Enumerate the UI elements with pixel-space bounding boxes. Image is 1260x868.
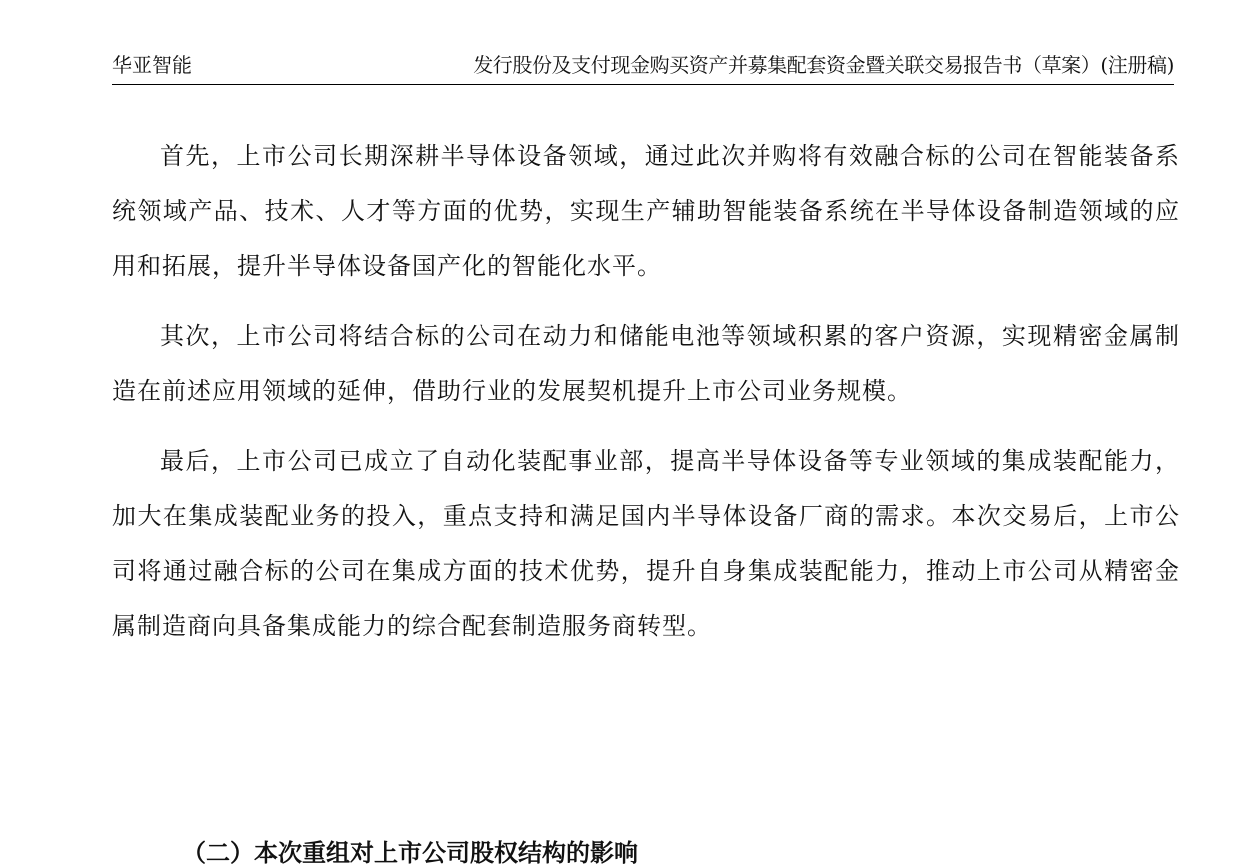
paragraph-third: 最后，上市公司已成立了自动化装配事业部，提高半导体设备等专业领域的集成装配能力，加大在集成装配业务的投入，重点支持和满足国内半导体设备厂商的需求。本次交易后，上市公司将通过融合标的公司在集成方面的技术优势，提升自身集成装配能力，推动上市公司从精密金属制造商向具备集成能力的综合配套制造服务商转型。: [112, 447, 1180, 640]
paragraph-first: 首先，上市公司长期深耕半导体设备领域，通过此次并购将有效融合标的公司在智能装备系统领域产品、技术、人才等方面的优势，实现生产辅助智能装备系统在半导体设备制造领域的应用和拓展，提升半导体设备国产化的智能化水平。: [112, 142, 1180, 280]
header-document-title: 发行股份及支付现金购买资产并募集配套资金暨关联交易报告书（草案）(注册稿): [473, 53, 1174, 77]
body-text: [112, 129, 1180, 669]
header-company-name: 华亚智能: [112, 53, 192, 77]
section-heading-partial: （二）本次重组对上市公司股权结构的影响: [182, 839, 638, 867]
page-header: [112, 50, 1174, 85]
paragraph-second: 其次，上市公司将结合标的公司在动力和储能电池等领域积累的客户资源，实现精密金属制造在前述应用领域的延伸，借助行业的发展契机提升上市公司业务规模。: [112, 322, 1180, 405]
